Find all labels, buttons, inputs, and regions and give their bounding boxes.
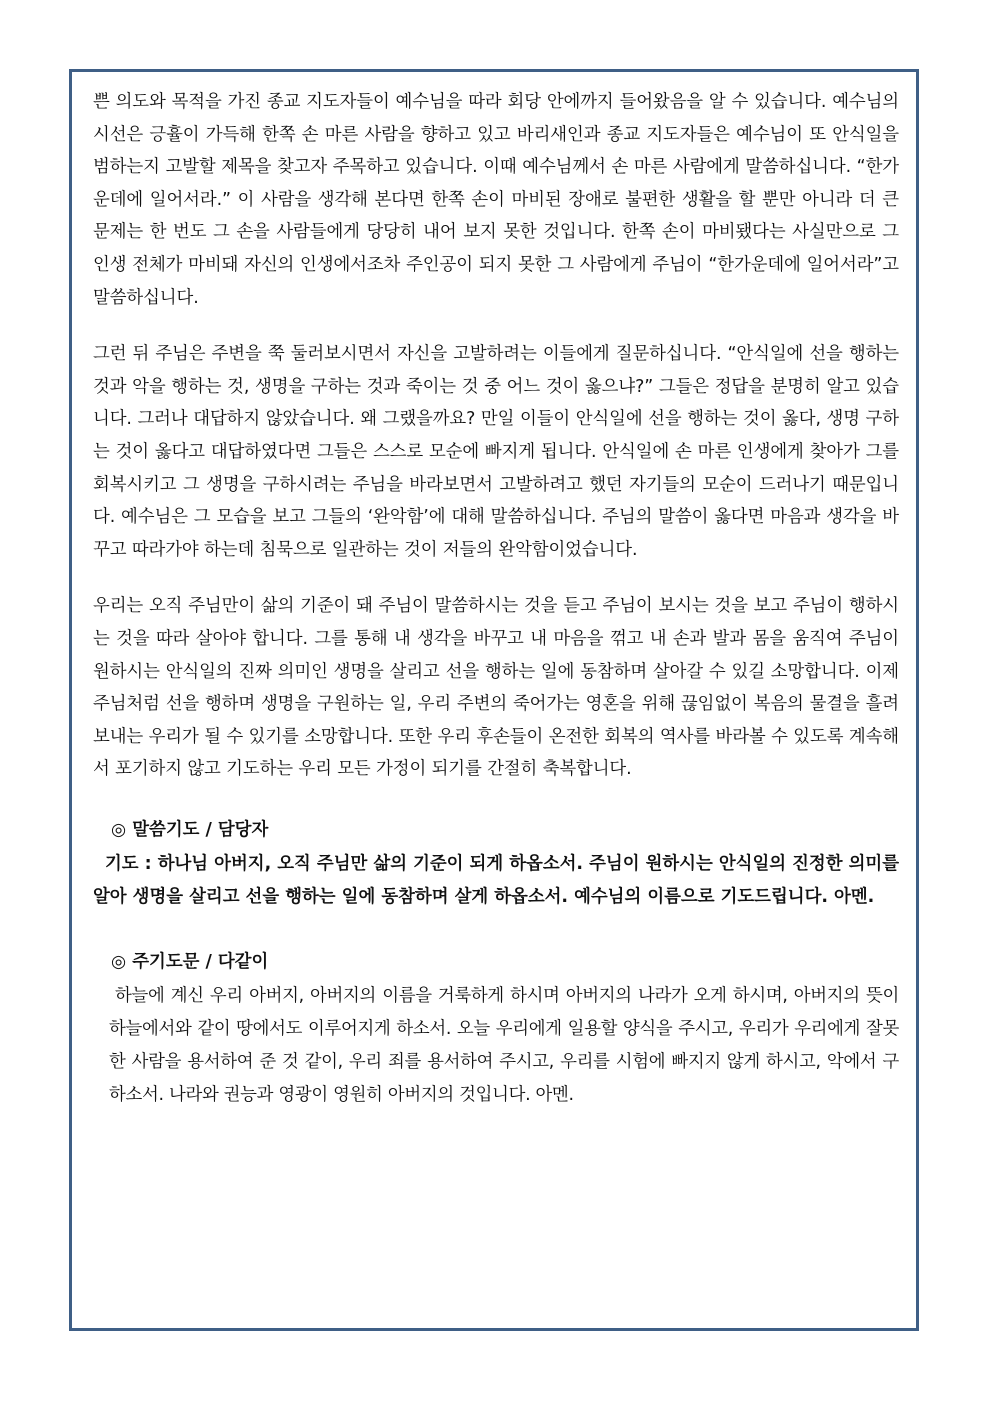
sermon-paragraph-2: 그런 뒤 주님은 주변을 쭉 둘러보시면서 자신을 고발하려는 이들에게 질문하십니다. “안식일에 선을 행하는 것과 악을 행하는 것, 생명을 구하는 것과 죽이는 것 중 어느 것이 옳으냐?” 그들은 정답을 분명히 알고 있습니다. 그러나 대답하지 않았습니다. 왜 그랬을까요? 만일 이들이 안식일에 선을 행하는 것이 옳다, 생명 구하는 것이 옳다고 대답하였다면 그들은 스스로 모순에 빠지게 됩니다. 안식일에 손 마른 인생에게 찾아가 그를 회복시키고 그 생명을 구하시려는 주님을 바라보면서 고발하려고 했던 자기들의 모순이 드러나기 때문입니다. 예수님은 그 모습을 보고 그들의 ‘완악함’에 대해 말씀하십니다. 주님의 말씀이 옳다면 마음과 생각을 바꾸고 따라가야 하는데 침묵으로 일관하는 것이 저들의 완악함이었습니다.	[93, 344, 899, 560]
lords-prayer-body: 하늘에 계신 우리 아버지, 아버지의 이름을 거룩하게 하시며 아버지의 나라가 오게 하시며, 아버지의 뜻이 하늘에서와 같이 땅에서도 이루어지게 하소서. 오늘 우리에게 일용할 양식을 주시고, 우리가 우리에게 잘못한 사람을 용서하여 준 것 같이, 우리 죄를 용서하여 주시고, 우리를 시험에 빠지지 않게 하시고, 악에서 구하소서. 나라와 권능과 영광이 영원히 아버지의 것입니다. 아멘.	[109, 985, 899, 1105]
prayer-heading: ◎ 말씀기도 / 담당자	[111, 819, 269, 840]
lords-prayer-heading: ◎ 주기도문 / 다같이	[111, 951, 269, 972]
sermon-paragraph-1: 쁜 의도와 목적을 가진 종교 지도자들이 예수님을 따라 회당 안에까지 들어왔음을 알 수 있습니다. 예수님의 시선은 긍휼이 가득해 한쪽 손 마른 사람을 향하고 있고 바리새인과 종교 지도자들은 예수님이 또 안식일을 범하는지 고발할 제목을 찾고자 주목하고 있습니다. 이때 예수님께서 손 마른 사람에게 말씀하십니다. “한가운데에 일어서라.” 이 사람을 생각해 본다면 한쪽 손이 마비된 장애로 불편한 생활을 할 뿐만 아니라 더 큰 문제는 한 번도 그 손을 사람들에게 당당히 내어 보지 못한 것입니다. 한쪽 손이 마비됐다는 사실만으로 그 인생 전체가 마비돼 자신의 인생에서조차 주인공이 되지 못한 그 사람에게 주님이 “한가운데에 일어서라”고 말씀하십니다.	[93, 92, 899, 308]
page-content	[93, 86, 899, 1112]
sermon-paragraph-3: 우리는 오직 주님만이 삶의 기준이 돼 주님이 말씀하시는 것을 듣고 주님이 보시는 것을 보고 주님이 행하시는 것을 따라 살아야 합니다. 그를 통해 내 생각을 바꾸고 내 마음을 꺾고 내 손과 발과 몸을 움직여 주님이 원하시는 안식일의 진짜 의미인 생명을 살리고 선을 행하는 일에 동참하며 살아갈 수 있길 소망합니다. 이제 주님처럼 선을 행하며 생명을 구원하는 일, 우리 주변의 죽어가는 영혼을 위해 끊임없이 복음의 물결을 흘려보내는 우리가 될 수 있기를 소망합니다. 또한 우리 후손들이 온전한 회복의 역사를 바라볼 수 있도록 계속해서 포기하지 않고 기도하는 우리 모든 가정이 되기를 간절히 축복합니다.	[93, 596, 899, 780]
prayer-body: 기도 : 하나님 아버지, 오직 주님만 삶의 기준이 되게 하옵소서. 주님이 원하시는 안식일의 진정한 의미를 알아 생명을 살리고 선을 행하는 일에 동참하며 살게 하옵소서. 예수님의 이름으로 기도드립니다. 아멘.	[93, 853, 899, 907]
